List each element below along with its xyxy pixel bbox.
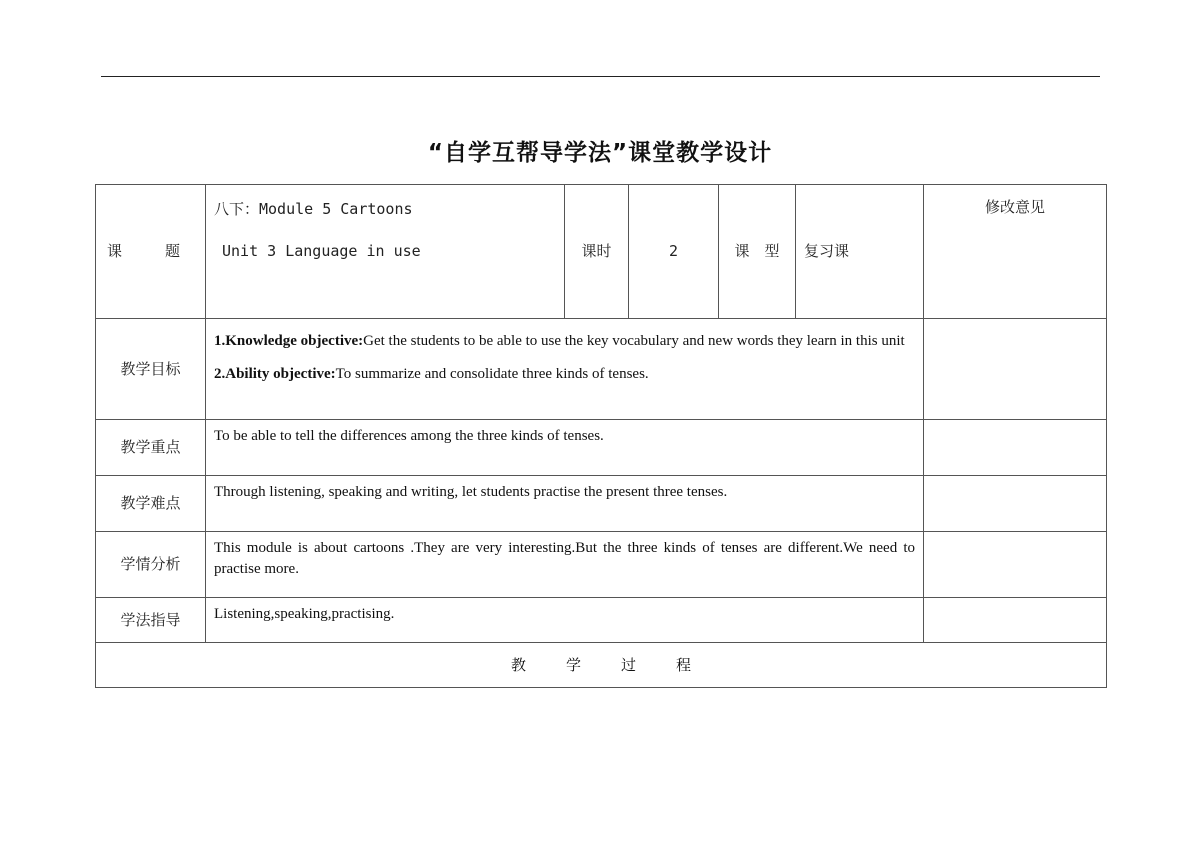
- guidance-text: Listening,speaking,practising.: [206, 598, 924, 643]
- period-value: 2: [629, 185, 719, 319]
- period-label: 课时: [565, 185, 629, 319]
- page-title: “自学互帮导学法”课堂教学设计: [427, 140, 773, 166]
- key-points-text: To be able to tell the differences among the three kinds of tenses.: [206, 420, 924, 476]
- knowledge-objective-title: 1.Knowledge objective:: [214, 333, 364, 349]
- header-row: [96, 185, 1107, 319]
- ability-objective-text: To summarize and consolidate three kinds of tenses.: [335, 366, 649, 382]
- objectives-revision-cell: [924, 319, 1107, 420]
- objectives-row: [96, 319, 1107, 420]
- header-rule: [101, 76, 1100, 77]
- ability-objective: [214, 358, 915, 391]
- objectives-label: 教学目标: [96, 319, 206, 420]
- revision-label: 修改意见: [924, 185, 1107, 319]
- knowledge-objective-text: Get the students to be able to use the key vocabulary and new words they learn in this unit: [363, 333, 905, 349]
- guidance-row: [96, 598, 1107, 643]
- topic-label: 课 题: [96, 185, 206, 319]
- type-value: 复习课: [796, 185, 924, 319]
- analysis-revision-cell: [924, 532, 1107, 598]
- difficulties-label: 教学难点: [96, 476, 206, 532]
- difficulties-text: Through listening, speaking and writing, let students practise the present three tenses.: [206, 476, 924, 532]
- guidance-revision-cell: [924, 598, 1107, 643]
- lesson-plan-table: [95, 184, 1107, 688]
- topic-line-2: Unit 3 Language in use: [222, 242, 421, 261]
- key-points-revision-cell: [924, 420, 1107, 476]
- analysis-label: 学情分析: [96, 532, 206, 598]
- process-label: 教学过程: [96, 643, 1107, 688]
- topic-cell: [206, 185, 565, 319]
- objectives-content: [206, 319, 924, 420]
- process-row: [96, 643, 1107, 688]
- analysis-text: This module is about cartoons .They are very interesting.But the three kinds of tenses are different.We need to practise more.: [206, 532, 924, 598]
- key-points-row: [96, 420, 1107, 476]
- difficulties-row: [96, 476, 1107, 532]
- key-points-label: 教学重点: [96, 420, 206, 476]
- ability-objective-title: 2.Ability objective:: [214, 366, 336, 382]
- analysis-row: [96, 532, 1107, 598]
- topic-line-1: 八下：Module 5 Cartoons: [214, 200, 413, 218]
- knowledge-objective: [214, 325, 915, 358]
- type-label: 课 型: [719, 185, 796, 319]
- difficulties-revision-cell: [924, 476, 1107, 532]
- guidance-label: 学法指导: [96, 598, 206, 643]
